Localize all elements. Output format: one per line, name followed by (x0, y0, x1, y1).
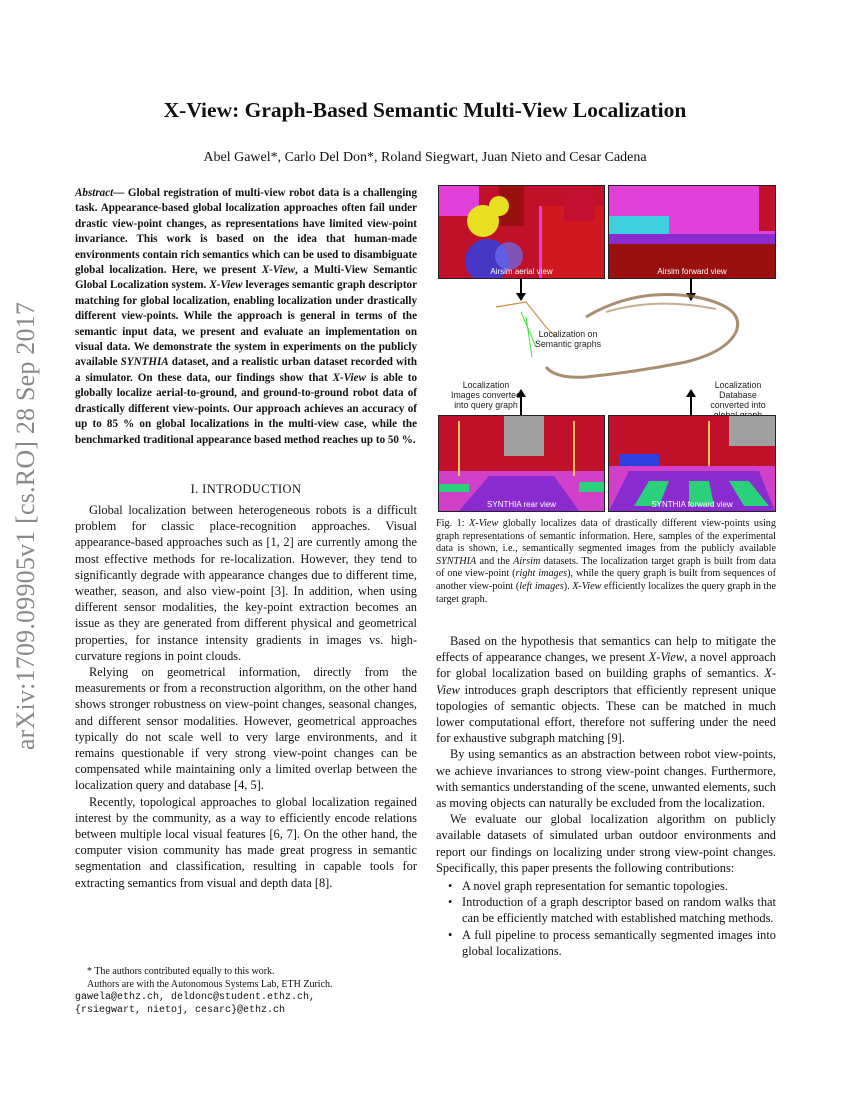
abstract-label: Abstract (75, 187, 114, 199)
arxiv-id-text: arXiv:1709.09905v1 [cs.RO] 28 Sep 2017 (11, 301, 40, 751)
footnote (75, 965, 417, 1017)
center-label: Localization on Semantic graphs (534, 329, 601, 349)
rear-segmentation (439, 416, 604, 511)
contribution-list (436, 878, 776, 959)
abstract (75, 186, 417, 448)
paper-title: X-View: Graph-Based Semantic Multi-View Localization (163, 98, 687, 122)
right-note: Localization Database converted into (710, 380, 766, 410)
caption-left-images: left images (519, 580, 564, 592)
caption-text: efficiently localizes the query graph in the target graph. (436, 580, 776, 605)
list-item: • A novel graph representation for semantic topologies. (436, 878, 776, 894)
list-item: • A full pipeline to process semantically segmented images into global localizations. (436, 927, 776, 959)
figure-1 (436, 185, 776, 510)
caption-text: ), while the query graph is built from sequences of another view-point ( (436, 568, 776, 592)
paragraph: Relying on geometrical information, directly from the measurements or from a reconstruction algorithm, on the other hand shows stronger robustness on view-point changes, seasonal changes, and different sensor modalities. However, geometrical approaches typically do not scale well to very large environments, and it remains questionable if very strong view-point changes can be compensated while maintaining only a limited overlap between the localization query and database [4, 5]. (75, 665, 417, 793)
paragraph-text: introduces graph descriptors that efficiently represent unique topologies of semantic objects. These can be matched in much lower computational effort, therefore not suffering under the need for exhaustive subgraph matching [9]. (436, 682, 776, 746)
paragraph (436, 633, 776, 746)
caption-text: ). (563, 580, 573, 592)
paragraph: Global localization between heterogeneous robots is a difficult problem for classic place-recognition approaches. Visual appearance-based approaches such as [1, 2] are currently among the most effective methods for re-localization. However, they tend to significantly degrade with appearance changes due to different time, weather, season, and also view-point [3]. In addition, when using different sensor modalities, the key-point extraction becomes an issue as they are generated from different physical and geometrical properties, for instance intensity gradients in images vs. high-curvature regions in point clouds. (75, 503, 417, 663)
abstract-xview: X-View (332, 371, 366, 384)
caption-right-images: right images (515, 568, 568, 580)
footnote-emails: {rsiegwart, nietoj, cesarc}@ethz.ch (75, 1005, 286, 1016)
abstract-text: is able to globally localize aerial-to-ground, and ground-to-ground robot data of drastically different view-points. Our approach achieves an accuracy of up to 85 % on global localizations in the multi-view case, while the benchmarked traditional appearance based method reaches up to 50 %. (75, 371, 418, 446)
aerial-segmentation (439, 186, 604, 278)
section-heading: I. INTRODUCTION (190, 482, 302, 496)
xview-name: X-View (436, 666, 776, 697)
arxiv-side-stamp (4, 276, 48, 776)
image-label: SYNTHIA forward view (651, 500, 733, 509)
footnote-affiliation: Authors are with the Autonomous Systems Lab, ETH Zurich. (87, 979, 333, 990)
abstract-xview: X-View (261, 264, 295, 277)
caption-text: datasets. The localization target graph is built from data of one view-point ( (436, 555, 776, 580)
caption-text: and the (476, 555, 514, 567)
caption-xview: X-View (572, 580, 602, 592)
caption-synthia: SYNTHIA (436, 555, 477, 567)
abstract-xview: X-View (209, 279, 243, 292)
airsim-aerial-image (438, 185, 605, 279)
image-label: Airsim aerial view (490, 267, 553, 276)
image-label: SYNTHIA rear view (487, 500, 556, 509)
abstract-text: dataset, and a realistic urban dataset recorded with a simulator. On these data, our findings show that (75, 356, 417, 384)
figure-caption (436, 518, 776, 606)
forward-segmentation (609, 186, 775, 278)
paragraph: By using semantics as an abstraction between robot view-points, we achieve invariances to strong view-point changes. Furthermore, with semantics understanding of the scene, unwanted elements, such as moving objects can naturally be excluded from the localization. (436, 747, 776, 811)
paragraph-text: , a novel approach for global localization based on building graphs of semantics. (436, 650, 777, 681)
synthia-forward-segmentation (609, 416, 775, 511)
caption-xview: X-View (469, 518, 499, 529)
caption-airsim: Airsim (513, 555, 541, 567)
xview-name: X-View (648, 650, 685, 665)
intro-right-column (436, 633, 776, 959)
caption-prefix: Fig. 1: (436, 518, 470, 529)
synthia-rear-image (438, 415, 605, 512)
caption-text: globally localizes data of drastically different view-points using graph representations of semantic information. Here, samples of the experimental data is shown, i.e., semantically segmented images from the publicly available (436, 518, 776, 555)
abstract-synthia: SYNTHIA (120, 356, 169, 369)
image-label: Airsim forward view (657, 267, 727, 276)
author-list: Abel Gawel*, Carlo Del Don*, Roland Siegwart, Juan Nieto and Cesar Cadena (203, 150, 647, 165)
abstract-text: leverages semantic graph descriptor matching for global localization, enabling localization under drastically different view-points. While the approach is general in terms of the semantic input data, we present and evaluate an implementation on visual data. We demonstrate the system in experiments on the publicly available (75, 279, 417, 369)
paragraph: Recently, topological approaches to global localization regained interest by the community, as a way to efficiently encode relations between multiple local visual features [6, 7]. On the other hand, the computer vision community has made great progress in semantic segmentation and classification, resulting in capable tools for extracting semantics from visual and depth data [8]. (75, 794, 417, 890)
abstract-text: — Global registration of multi-view robot data is a challenging task. Appearance-based global localization approaches often fail under drastic view-point changes, as representations have limited view-point invariance. This work is based on the idea that human-made environments contain rich semantics which can be used to disambiguate global localization. Here, we present (75, 187, 417, 277)
list-item: • Introduction of a graph descriptor based on random walks that can be efficiently matched with established matching methods. (436, 894, 776, 926)
left-note: Localization Images converted into query graph (451, 380, 521, 410)
airsim-forward-image (608, 185, 776, 279)
footnote-emails: gawela@ethz.ch, deldonc@student.ethz.ch, (75, 992, 316, 1003)
synthia-forward-image (608, 415, 776, 512)
footnote-equal-contribution: * The authors contributed equally to this work. (87, 966, 275, 977)
paragraph-text: Based on the hypothesis that semantics can help to mitigate the effects of appearance changes, we present (436, 634, 776, 665)
abstract-text: , a Multi-View Semantic Global Localization system. (75, 264, 417, 292)
intro-left-column (75, 502, 417, 891)
paragraph: We evaluate our global localization algorithm on publicly available datasets of simulated urban outdoor environments and report our findings on localizing under strong view-point changes. Specifically, this paper presents the following contributions: (436, 812, 776, 875)
